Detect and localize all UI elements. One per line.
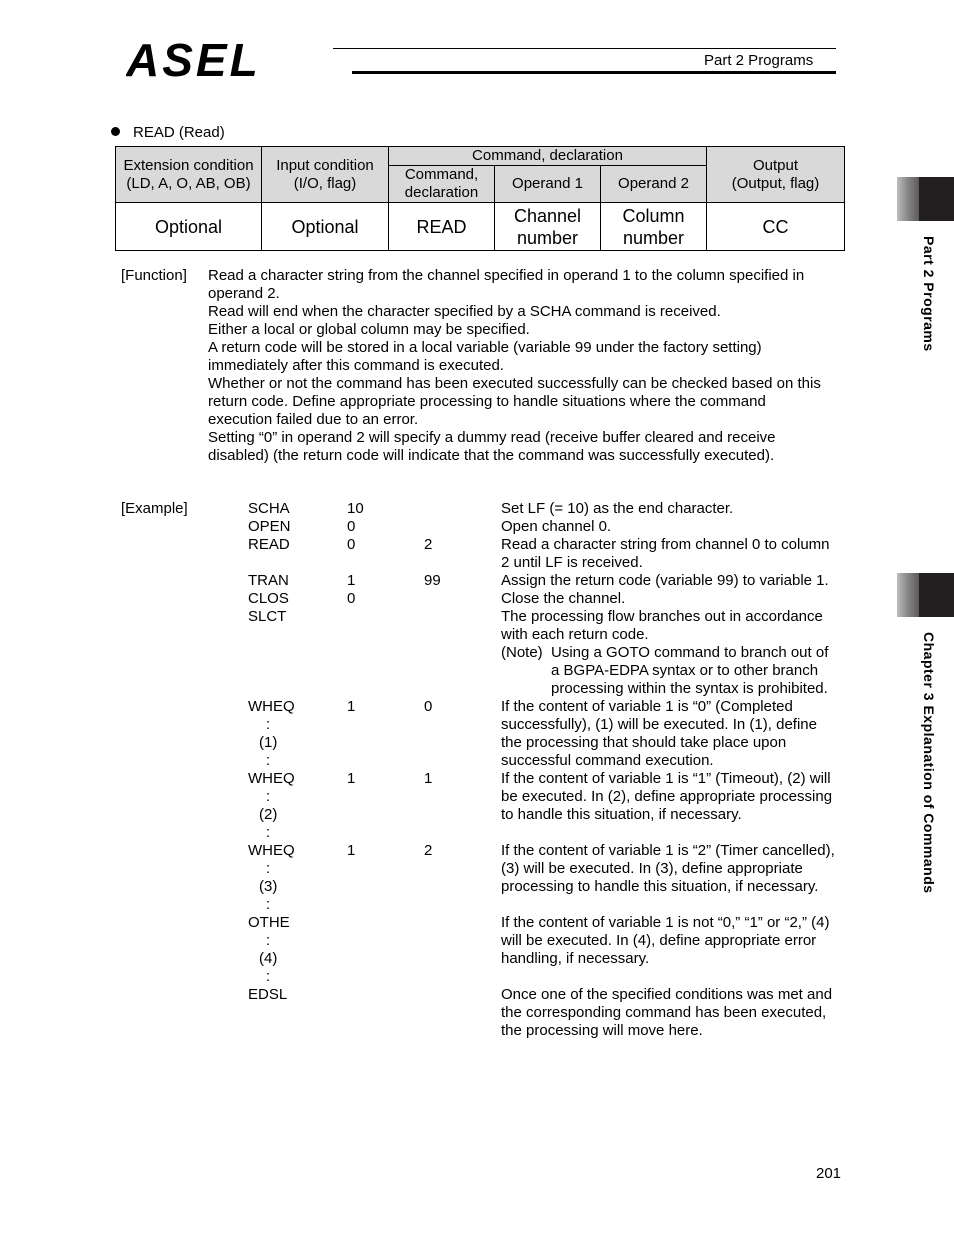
header-output-line2: (Output, flag) [731,174,820,192]
header-extension-condition [116,147,262,203]
function-line: return code. Define appropriate processing to handle situations where the command [208,393,766,410]
function-line: Read will end when the character specified by a SCHA command is received. [208,303,721,320]
example-command: WHEQ [248,770,295,787]
example-description: a BGPA-EDPA syntax or to other branch [501,662,819,679]
function-line: execution failed due to an error. [208,411,419,428]
function-line: immediately after this command is executed. [208,357,504,374]
example-description: (Note) Using a GOTO command to branch out of [501,644,829,661]
example-description: the processing that should take place upon [501,734,787,751]
example-description: Open channel 0. [501,518,612,535]
header-command-group: Command, declaration [389,147,707,166]
example-description: the corresponding command has been executed, [501,1004,827,1021]
example-operand1: 0 [347,518,356,535]
example-description: processing to handle this situation, if necessary. [501,878,819,895]
example-operand1: 1 [347,770,356,787]
header-extension-line2: (LD, A, O, AB, OB) [126,174,251,192]
example-description: the processing will move here. [501,1022,703,1039]
header-output [707,147,845,203]
function-line: disabled) (the return code will indicate that the command was successfully executed). [208,447,775,464]
header-command [389,166,495,203]
example-command: TRAN [248,572,289,589]
example-operand2: 99 [424,572,441,589]
example-placeholder: (2) [259,806,278,823]
example-placeholder: : [266,968,271,985]
example-description: Read a character string from channel 0 to column [501,536,830,553]
example-operand1: 1 [347,572,356,589]
example-operand2: 2 [424,842,433,859]
example-description: will be executed. In (4), define appropriate error [501,932,817,949]
example-placeholder: : [266,896,271,913]
side-tab-chapter-label: Chapter 3 Explanation of Commands [921,632,937,894]
bullet-icon [111,127,120,136]
side-tab-part-label: Part 2 Programs [921,236,937,352]
cell-operand1-line2: number [516,227,579,248]
header-input-line1: Input condition [276,156,374,174]
function-body [208,267,858,465]
side-tab-part-black [919,177,954,221]
header-output-line1: Output [752,156,799,174]
example-operand1: 0 [347,536,356,553]
cell-input: Optional [262,203,389,251]
example-operand1: 10 [347,500,364,517]
example-description: If the content of variable 1 is “2” (Timer cancelled), [501,842,835,859]
example-description: Assign the return code (variable 99) to variable 1. [501,572,829,589]
example-description: (3) will be executed. In (3), define appropriate [501,860,803,877]
function-line: Either a local or global column may be specified. [208,321,530,338]
section-title: READ (Read) [133,124,225,141]
example-placeholder: : [266,824,271,841]
example-description: If the content of variable 1 is “0” (Completed [501,698,793,715]
function-line: Whether or not the command has been executed successfully can be checked based on this [208,375,821,392]
example-command: CLOS [248,590,289,607]
example-command: WHEQ [248,698,295,715]
page-number: 201 [816,1165,842,1182]
header-input-condition [262,147,389,203]
example-description: If the content of variable 1 is not “0,” “1” or “2,” (4) [501,914,830,931]
function-line: Read a character string from the channel specified in operand 1 to the column specified in [208,267,805,284]
side-tab-part-gray [897,177,919,221]
header-title: Part 2 Programs [704,52,814,69]
example-operand1: 1 [347,698,356,715]
example-command: READ [248,536,290,553]
example-description: Once one of the specified conditions was met and [501,986,833,1003]
example-description: with each return code. [501,626,649,643]
example-description: successful command execution. [501,752,714,769]
example-operand1: 0 [347,590,356,607]
example-description: handling, if necessary. [501,950,650,967]
example-description: successfully), (1) will be executed. In (1), define [501,716,817,733]
example-description: processing within the syntax is prohibited. [501,680,828,697]
example-description: be executed. In (2), define appropriate processing [501,788,833,805]
example-command: SLCT [248,608,287,625]
cell-operand2-line1: Column [622,205,685,226]
function-line: Setting “0” in operand 2 will specify a dummy read (receive buffer cleared and receive [208,429,776,446]
example-command: OTHE [248,914,290,931]
function-line: operand 2. [208,285,280,302]
header-rule-top [333,48,836,49]
example-operand2: 0 [424,698,433,715]
example-operand2: 2 [424,536,433,553]
example-placeholder: (4) [259,950,278,967]
cell-output: CC [707,203,845,251]
example-placeholder: : [266,752,271,769]
cell-operand1-line1: Channel [513,205,582,226]
example-description: Close the channel. [501,590,626,607]
header-extension-line1: Extension condition [123,156,254,174]
function-label: [Function] [121,267,187,284]
header-operand1: Operand 1 [495,166,601,203]
example-operand2: 1 [424,770,433,787]
command-table [115,146,845,251]
example-description: Set LF (= 10) as the end character. [501,500,734,517]
header-input-line2: (I/O, flag) [293,174,357,192]
header-operand2: Operand 2 [601,166,707,203]
cell-operand2-line2: number [622,227,685,248]
function-line: A return code will be stored in a local variable (variable 99 under the factory setting) [208,339,762,356]
example-description: 2 until LF is received. [501,554,643,571]
example-placeholder: (1) [259,734,278,751]
logo-text: ASEL [126,36,261,80]
cell-operand2 [601,203,707,251]
example-description: The processing flow branches out in accordance [501,608,823,625]
example-command: OPEN [248,518,291,535]
example-label: [Example] [121,500,188,517]
example-placeholder: : [266,860,271,877]
example-placeholder: : [266,932,271,949]
header-command-line1: Command, [404,166,479,183]
header-rule-bottom [352,71,836,74]
cell-command: READ [389,203,495,251]
cell-operand1 [495,203,601,251]
header-command-line2: declaration [404,184,479,201]
example-placeholder: : [266,788,271,805]
cell-extension: Optional [116,203,262,251]
example-command: WHEQ [248,842,295,859]
side-tab-chapter-black [919,573,954,617]
example-operand1: 1 [347,842,356,859]
example-placeholder: (3) [259,878,278,895]
example-description: If the content of variable 1 is “1” (Timeout), (2) will [501,770,831,787]
example-placeholder: : [266,716,271,733]
asel-logo [126,36,356,80]
side-tab-chapter-gray [897,573,919,617]
example-description: to handle this situation, if necessary. [501,806,742,823]
example-command: SCHA [248,500,290,517]
example-command: EDSL [248,986,288,1003]
